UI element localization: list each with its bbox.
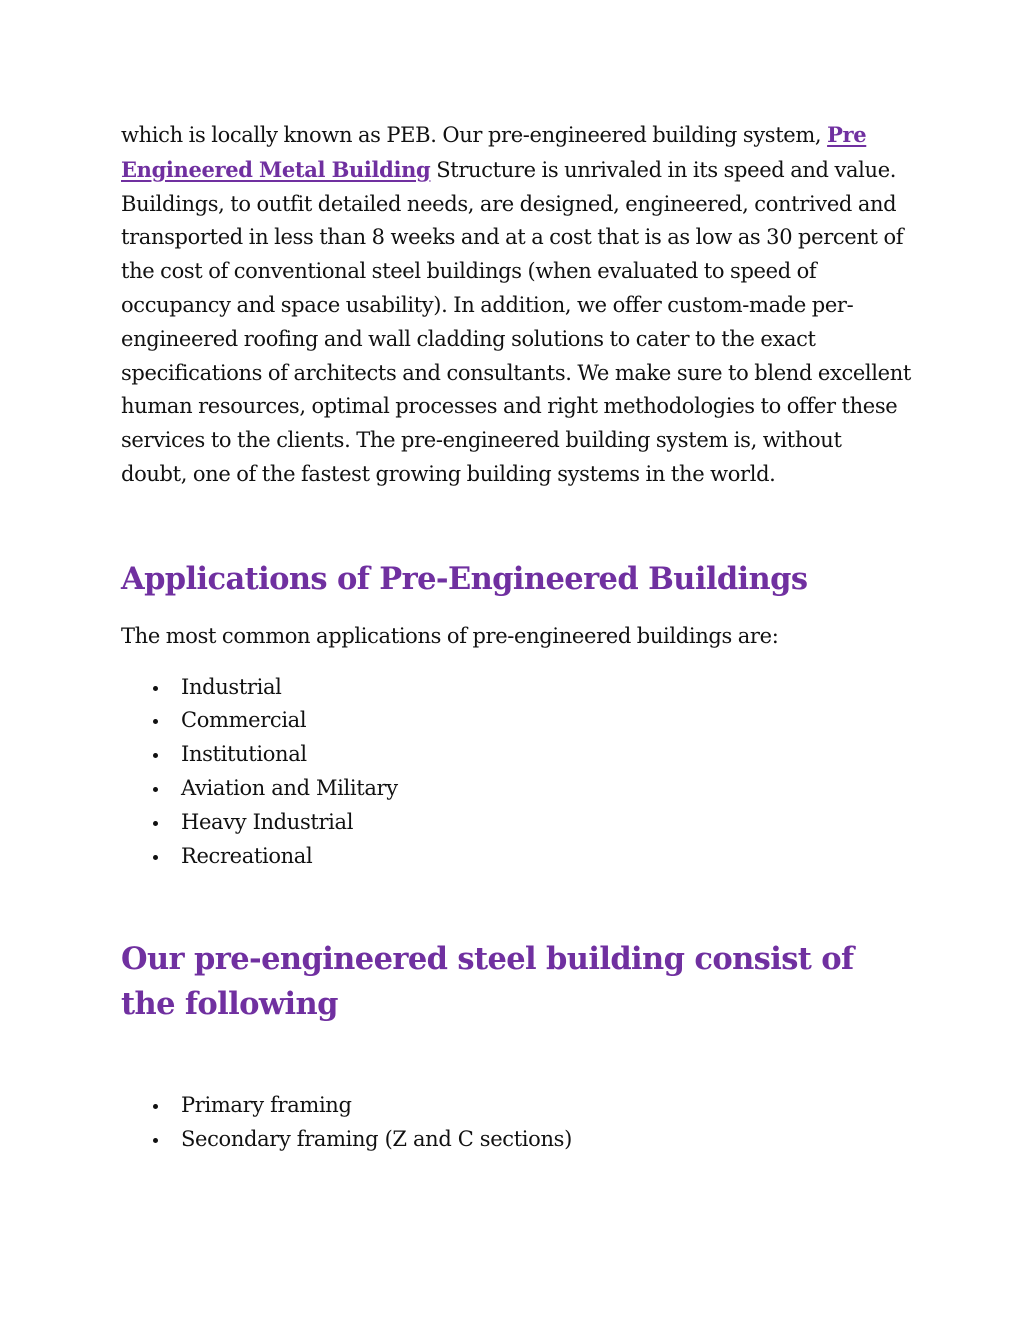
list-item-label: Secondary framing (Z and C sections) bbox=[181, 1127, 572, 1152]
list-item-label: Recreational bbox=[181, 843, 313, 868]
list-item bbox=[121, 704, 911, 738]
bullet-icon bbox=[153, 821, 158, 826]
bullet-icon bbox=[153, 787, 158, 792]
list-item bbox=[121, 738, 911, 772]
paragraph-text-start: which is locally known as PEB. Our pre-engineered building system, bbox=[121, 123, 828, 147]
list-item bbox=[121, 772, 911, 806]
bullet-icon bbox=[153, 855, 158, 860]
list-item bbox=[121, 806, 911, 840]
bullet-icon bbox=[153, 719, 158, 724]
applications-list bbox=[121, 671, 911, 874]
bullet-icon bbox=[153, 686, 158, 691]
list-item-label: Aviation and Military bbox=[181, 775, 398, 800]
paragraph-text-end: Structure is unrivaled in its speed and value. Buildings, to outfit detailed needs, are designed, engineered, contrived and transported in less than 8 weeks and at a cost that is as low as 30 percent of the cost of conventional steel buildings (when evaluated to speed of occupancy and space usability). In addition, we offer custom-made per-engineered roofing and wall cladding solutions to cater to the exact specifications of architects and consultants. We make sure to blend excellent human resources, optimal processes and right methodologies to offer these services to the clients. The pre-engineered building system is, without doubt, one of the fastest growing building systems in the world. bbox=[121, 157, 912, 486]
list-item-label: Industrial bbox=[181, 674, 282, 699]
list-item-label: Institutional bbox=[181, 742, 307, 767]
bullet-icon bbox=[153, 1104, 158, 1109]
pre-engineered-metal-building-link[interactable]: Pre Engineered Metal Building bbox=[121, 122, 867, 182]
document-page bbox=[121, 118, 911, 1157]
bullet-icon bbox=[153, 1138, 158, 1143]
list-item-label: Primary framing bbox=[181, 1093, 352, 1118]
list-item bbox=[121, 671, 911, 705]
list-item-label: Commercial bbox=[181, 708, 307, 733]
list-item bbox=[121, 840, 911, 874]
body-paragraph bbox=[121, 118, 911, 492]
bullet-icon bbox=[153, 753, 158, 758]
list-item bbox=[121, 1123, 911, 1157]
applications-heading: Applications of Pre-Engineered Buildings bbox=[121, 560, 808, 597]
components-heading: Our pre-engineered steel building consist of the following bbox=[121, 941, 854, 1023]
components-list bbox=[121, 1089, 911, 1157]
applications-intro: The most common applications of pre-engineered buildings are: bbox=[121, 623, 779, 648]
list-item-label: Heavy Industrial bbox=[181, 809, 354, 834]
list-item bbox=[121, 1089, 911, 1123]
